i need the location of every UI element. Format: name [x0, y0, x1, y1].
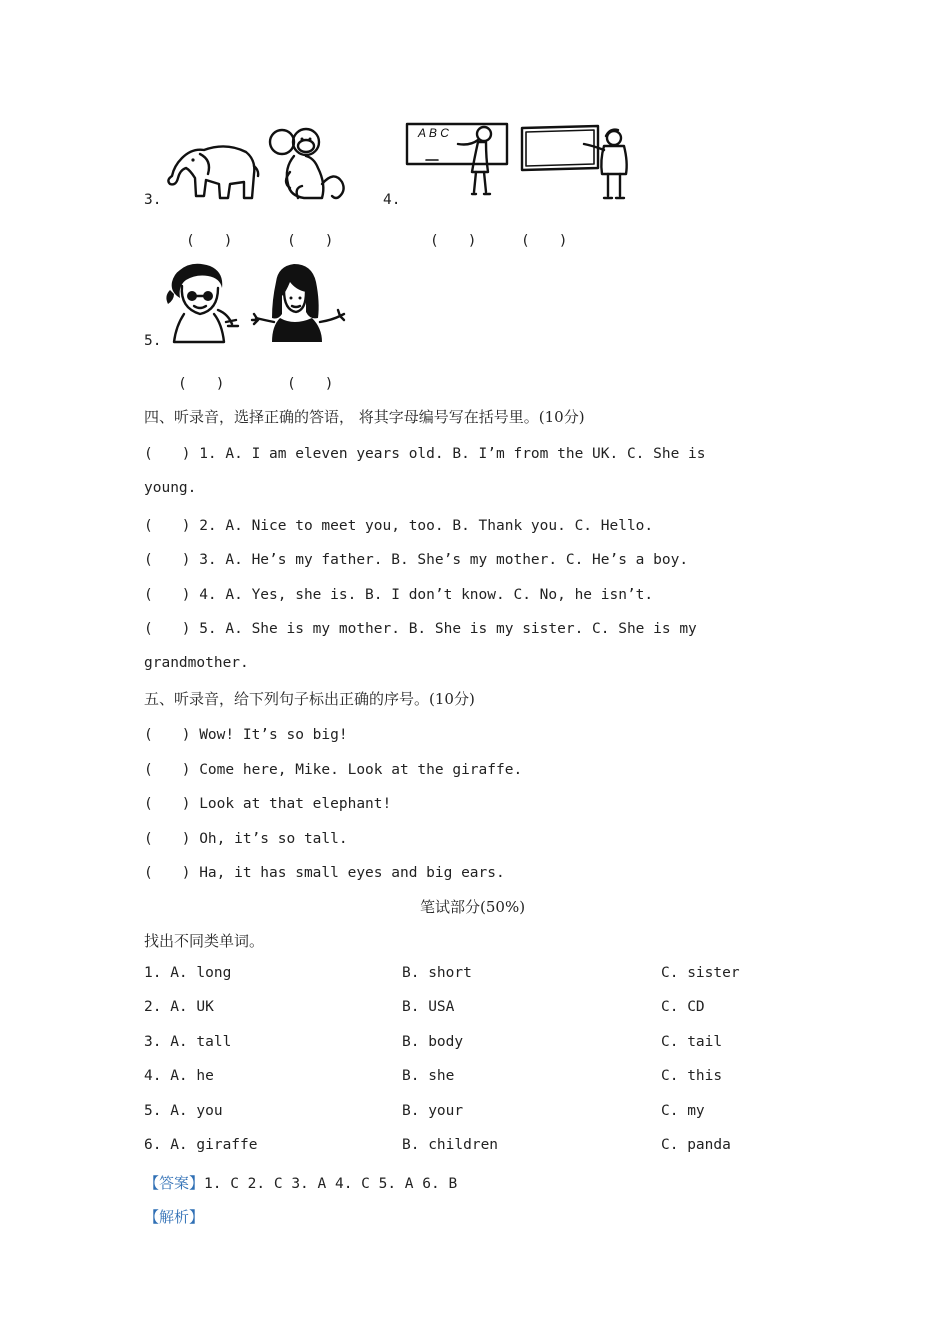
- answer-line: [144, 1172, 457, 1193]
- analysis-label: 【解析】: [144, 1208, 205, 1226]
- sentence-item: ( ) Look at that elephant!: [144, 796, 392, 812]
- option-a: 4. A. he: [144, 1068, 214, 1084]
- option-c: C. tail: [661, 1034, 723, 1050]
- question-5: ( ) 5. A. She is my mother. B. She is my sister. C. She is my: [144, 621, 697, 637]
- section5-title: 五、听录音，给下列句子标出正确的序号。(10分): [144, 690, 475, 708]
- option-c: C. sister: [661, 965, 740, 981]
- woman-teacher-blackboard-image: [404, 120, 512, 202]
- girl-glasses-image: [162, 262, 242, 344]
- option-c: C. panda: [661, 1137, 731, 1153]
- sentence-item: ( ) Come here, Mike. Look at the giraffe.: [144, 762, 523, 778]
- answer-text: 1. C 2. C 3. A 4. C 5. A 6. B: [204, 1176, 458, 1192]
- option-b: B. USA: [402, 999, 455, 1015]
- question-1: ( ) 1. A. I am eleven years old. B. I’m from the UK. C. She is: [144, 446, 706, 462]
- board-letters: A B C: [418, 126, 449, 140]
- option-b: B. short: [402, 965, 472, 981]
- man-teacher-blackboard-image: [518, 122, 634, 202]
- option-b: B. your: [402, 1103, 464, 1119]
- option-a: 2. A. UK: [144, 999, 214, 1015]
- monkey-image: [264, 124, 350, 204]
- written-instruction: 找出不同类单词。: [144, 932, 265, 950]
- section4-title: 四、听录音，选择正确的答语， 将其字母编号写在括号里。(10分): [144, 408, 585, 426]
- option-a: 1. A. long: [144, 965, 232, 981]
- answer-bracket[interactable]: ( ): [521, 233, 568, 249]
- answer-bracket[interactable]: ( ): [287, 233, 334, 249]
- option-a: 6. A. giraffe: [144, 1137, 258, 1153]
- option-a: 3. A. tall: [144, 1034, 232, 1050]
- question-3: ( ) 3. A. He’s my father. B. She’s my mother. C. He’s a boy.: [144, 552, 689, 568]
- option-c: C. CD: [661, 999, 705, 1015]
- item-number: 5.: [144, 333, 162, 349]
- option-b: B. she: [402, 1068, 455, 1084]
- item-number: 3.: [144, 192, 162, 208]
- woman-waving-image: [250, 262, 348, 344]
- sentence-item: ( ) Wow! It’s so big!: [144, 727, 348, 743]
- sentence-item: ( ) Oh, it’s so tall.: [144, 831, 348, 847]
- answer-label: 【答案】: [144, 1174, 205, 1192]
- question-2: ( ) 2. A. Nice to meet you, too. B. Thank you. C. Hello.: [144, 518, 654, 534]
- answer-bracket[interactable]: ( ): [186, 233, 233, 249]
- written-heading: 笔试部分(50%): [420, 898, 526, 916]
- question-5-continued: grandmother.: [144, 655, 249, 671]
- answer-bracket[interactable]: ( ): [430, 233, 477, 249]
- elephant-image: [164, 140, 260, 204]
- option-c: C. my: [661, 1103, 705, 1119]
- option-b: B. body: [402, 1034, 464, 1050]
- item-number: 4.: [383, 192, 401, 208]
- sentence-item: ( ) Ha, it has small eyes and big ears.: [144, 865, 505, 881]
- question-4: ( ) 4. A. Yes, she is. B. I don’t know. C. No, he isn’t.: [144, 587, 654, 603]
- option-a: 5. A. you: [144, 1103, 223, 1119]
- question-1-continued: young.: [144, 480, 197, 496]
- answer-bracket[interactable]: ( ): [287, 376, 334, 392]
- option-c: C. this: [661, 1068, 723, 1084]
- option-b: B. children: [402, 1137, 499, 1153]
- answer-bracket[interactable]: ( ): [178, 376, 225, 392]
